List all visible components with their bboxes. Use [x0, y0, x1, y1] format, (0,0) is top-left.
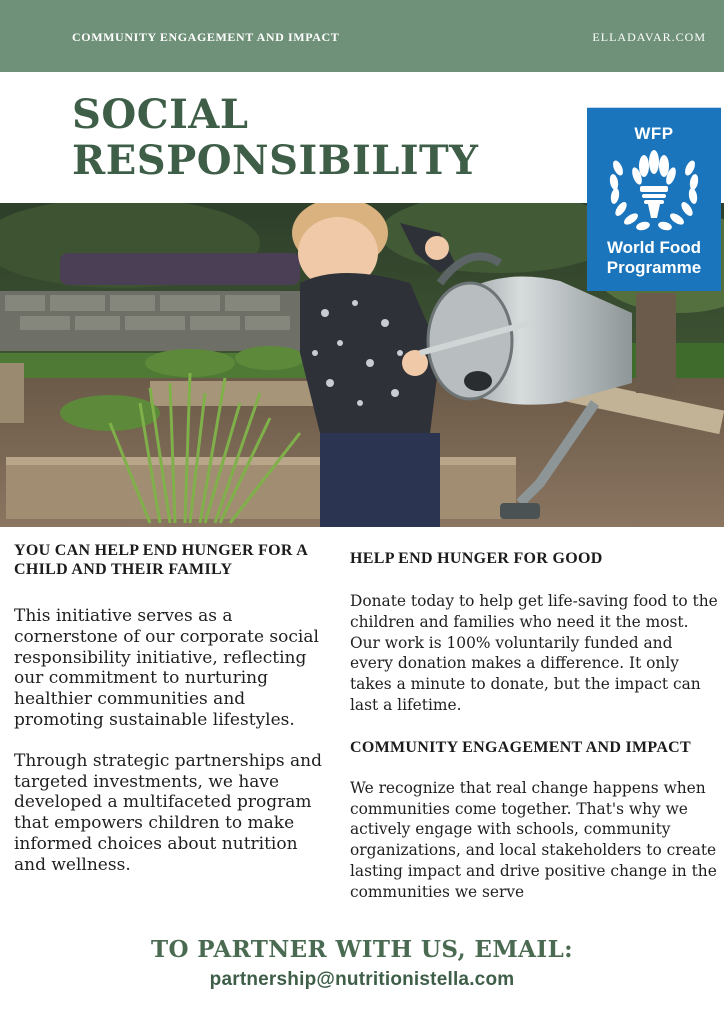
- right-column: [350, 549, 718, 903]
- community-paragraph: We recognize that real change happens when communities come together. That's why we actively engage with schools, community organizations, and local stakeholders to create lasting impact and drive positive change in the communities we serve: [350, 778, 717, 901]
- community-engagement-heading: COMMUNITY ENGAGEMENT AND IMPACT: [350, 738, 692, 756]
- left-column: [14, 541, 324, 876]
- top-banner: [0, 0, 724, 72]
- wfp-name: [587, 238, 721, 278]
- title-line-2: RESPONSIBILITY: [72, 137, 479, 184]
- section-label: COMMUNITY ENGAGEMENT AND IMPACT: [72, 30, 340, 44]
- wfp-logo: [587, 107, 721, 291]
- donate-paragraph: Donate today to help get life-saving food to the children and families who need it the most. Our work is 100% voluntarily funded and every donation makes a difference. It only takes a minute to donate, but the impact can last a lifetime.: [350, 592, 718, 714]
- partnership-email-link[interactable]: partnership@nutritionistella.com: [209, 969, 515, 990]
- wfp-name-line-2: Programme: [606, 258, 702, 277]
- initiative-paragraph: This initiative serves as a cornerstone of our corporate social responsibility initiative, reflecting our commitment to nurturing healthier communities and promoting sustainable lifestyles.: [14, 606, 319, 730]
- help-end-hunger-heading: HELP END HUNGER FOR GOOD: [350, 550, 603, 567]
- partnerships-paragraph: Through strategic partnerships and targeted investments, we have developed a multifaceted program that empowers children to make informed choices about nutrition and wellness.: [14, 750, 322, 875]
- wheat-wreath-icon: [604, 146, 704, 238]
- website-link[interactable]: ELLADAVAR.COM: [592, 30, 706, 44]
- page-title: [72, 92, 572, 184]
- wfp-abbreviation: WFP: [634, 124, 674, 143]
- wfp-name-line-1: World Food: [606, 238, 702, 257]
- left-heading: YOU CAN HELP END HUNGER FOR A CHILD AND THEIR FAMILY: [14, 542, 308, 578]
- partner-cta: TO PARTNER WITH US, EMAIL:: [150, 936, 574, 963]
- title-line-1: SOCIAL: [72, 91, 249, 138]
